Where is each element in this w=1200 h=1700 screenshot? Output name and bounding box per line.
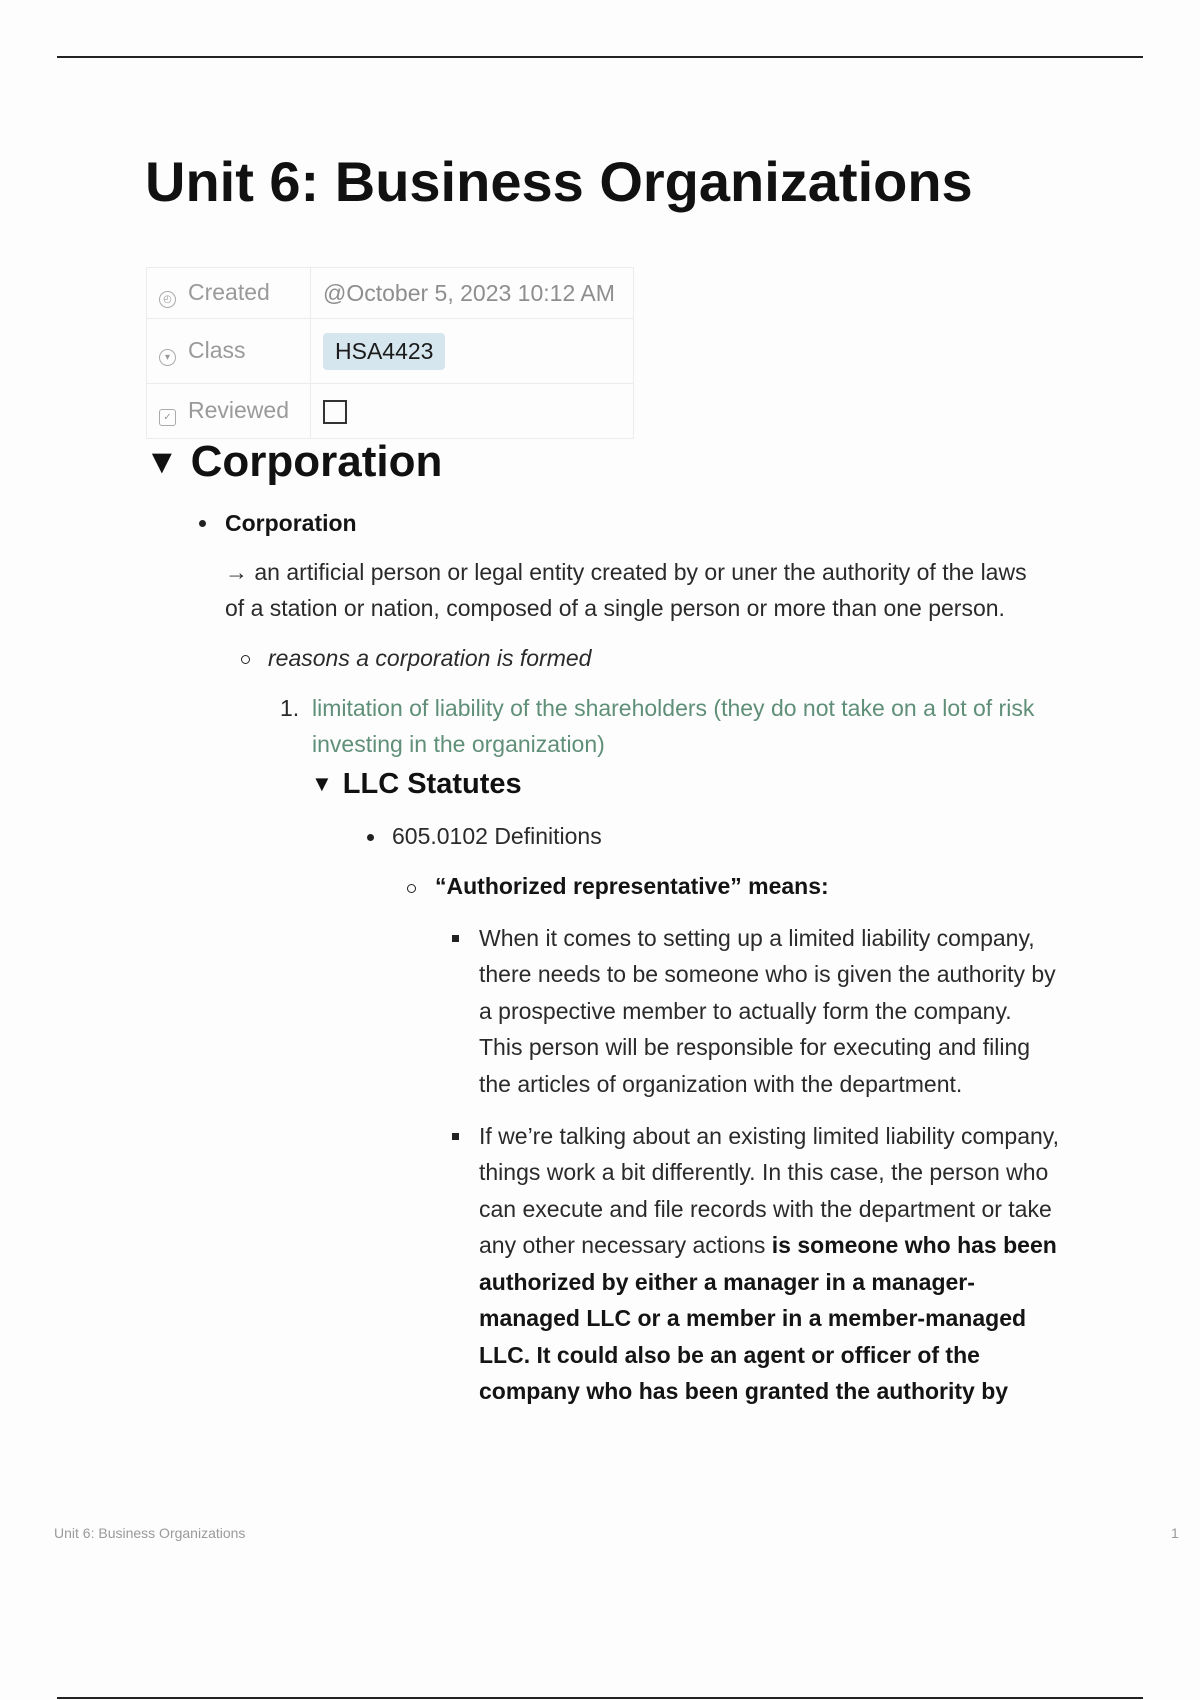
toggle-heading-llc-statutes[interactable]	[311, 766, 522, 802]
footer-title: Unit 6: Business Organizations	[54, 1525, 246, 1541]
paragraph-2-line-1: If we’re talking about an existing limited liability company,	[479, 1123, 1059, 1149]
heading-text: Corporation	[190, 437, 443, 486]
property-value-class[interactable]	[311, 319, 634, 384]
paragraph-2-line-3: can execute and file records with the department or take	[479, 1196, 1052, 1222]
toggle-triangle-icon[interactable]: ▼	[145, 443, 179, 481]
list-number: 1.	[280, 695, 300, 721]
paragraph-2-line-7: LLC. It could also be an agent or officer of the	[479, 1342, 980, 1368]
bullet-disc-icon	[199, 520, 206, 527]
reason-line-1: limitation of liability of the shareholders (they do not take on a lot of risk	[312, 695, 1035, 721]
paragraph-1-line-5: the articles of organization with the department.	[479, 1071, 963, 1097]
paragraph-2-line-8: company who has been granted the authority by	[479, 1378, 1009, 1404]
paragraph-2-line-6: managed LLC or a member in a member-managed	[479, 1305, 1027, 1331]
paragraph-1-line-3: a prospective member to actually form the company.	[479, 998, 1012, 1024]
paragraph-1-line-4: This person will be responsible for executing and filing	[479, 1034, 1031, 1060]
paragraph-1-line-1: When it comes to setting up a limited liability company,	[479, 925, 1035, 951]
reviewed-checkbox[interactable]	[323, 400, 347, 424]
property-key-created: ◴ Created	[147, 268, 311, 319]
paragraph-1-line-2: there needs to be someone who is given the authority by	[479, 961, 1056, 987]
page-title: Unit 6: Business Organizations	[145, 150, 973, 213]
class-tag[interactable]: HSA4423	[323, 333, 445, 370]
top-rule	[57, 56, 1143, 58]
bullet-square-icon	[452, 1133, 459, 1140]
toggle-triangle-icon[interactable]: ▼	[311, 771, 333, 796]
reason-line-2: investing in the organization)	[312, 731, 605, 757]
property-row-reviewed	[147, 384, 634, 439]
select-icon: ▾	[159, 349, 176, 366]
property-row-class	[147, 319, 634, 384]
paragraph-2-line-4: any other necessary actions is someone who has been	[479, 1232, 1057, 1258]
sub-item-reasons: reasons a corporation is formed	[268, 645, 592, 671]
property-value-created[interactable]: @October 5, 2023 10:12 AM	[311, 268, 634, 319]
paragraph-2-line-5: authorized by either a manager in a manager-	[479, 1269, 975, 1295]
bullet-circle-icon	[407, 884, 416, 893]
property-key-class: ▾ Class	[147, 319, 311, 384]
properties-table	[146, 267, 634, 439]
clock-icon: ◴	[159, 291, 176, 308]
footer-page-number: 1	[1171, 1525, 1179, 1541]
checkbox-icon: ✓	[159, 409, 176, 426]
heading-text: LLC Statutes	[342, 768, 522, 800]
paragraph-2-line-2: things work a bit differently. In this case, the person who	[479, 1159, 1049, 1185]
property-row-created	[147, 268, 634, 319]
list-item-definitions: 605.0102 Definitions	[392, 823, 602, 849]
list-item-corporation: Corporation	[225, 510, 357, 536]
property-value-reviewed[interactable]	[311, 384, 634, 439]
toggle-heading-corporation[interactable]	[145, 436, 442, 488]
property-key-reviewed: ✓ Reviewed	[147, 384, 311, 439]
bottom-rule	[57, 1697, 1143, 1699]
bullet-disc-icon	[367, 834, 374, 841]
sub-item-authorized-representative: “Authorized representative” means:	[435, 873, 829, 899]
definition-line-2: of a station or nation, composed of a single person or more than one person.	[225, 595, 1005, 621]
bullet-circle-icon	[241, 655, 250, 664]
bullet-square-icon	[452, 935, 459, 942]
definition-line-1: → an artificial person or legal entity created by or uner the authority of the laws	[225, 559, 1027, 585]
